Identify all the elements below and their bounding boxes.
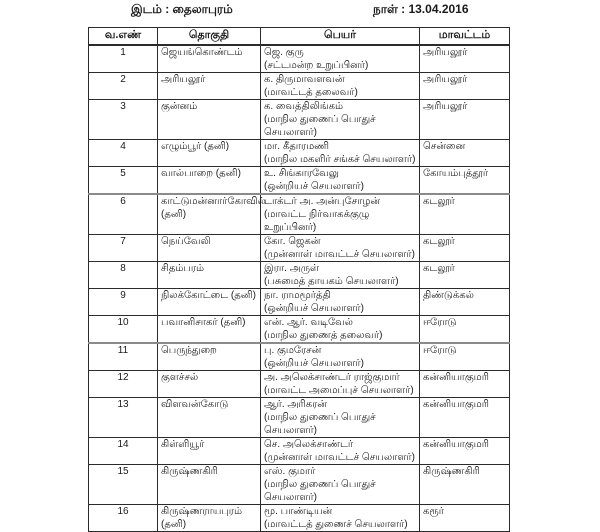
cell-district: ஈரோடு: [420, 316, 510, 344]
person-name: செ. அலெக்சாண்டர்: [264, 439, 354, 450]
person-name: கோ. ஜெகன்: [264, 236, 321, 247]
person-role: (மாநில மகளிர் சங்கச் செயலாளர்): [264, 154, 416, 165]
cell-name: [261, 505, 420, 532]
cell-constituency: குன்னம்: [158, 100, 261, 140]
person-role: (மாவட்ட அமைப்புச் செயலாளர்): [264, 385, 414, 396]
column-header-district: மாவட்டம்: [420, 28, 510, 46]
person-name: மூ. பாண்டியன்: [264, 506, 333, 517]
person-role: (ஒன்றியச் செயலாளர்): [264, 181, 364, 192]
table-row: [89, 194, 510, 235]
cell-constituency: நிலக்கோட்டை (தனி): [158, 289, 261, 316]
cell-constituency: கிருஷ்ணகிரி: [158, 465, 261, 505]
cell-district: கடலூர்: [420, 235, 510, 262]
table-row: [89, 465, 510, 505]
cell-district: கிருஷ்ணகிரி: [420, 465, 510, 505]
table-row: [89, 289, 510, 316]
cell-constituency: கிள்ளியூர்: [158, 438, 261, 465]
candidates-table: [88, 27, 510, 532]
table-row: [89, 371, 510, 398]
person-role: (பசுமைத் தாயகம் செயலாளர்): [264, 276, 399, 287]
cell-district: கரூர்: [420, 505, 510, 532]
cell-district: கன்னியாகுமரி: [420, 438, 510, 465]
person-name: டாக்டர் அ. அன்புசோழன்: [264, 196, 381, 207]
cell-name: [261, 465, 420, 505]
cell-name: [261, 140, 420, 167]
cell-constituency: எழும்பூர் (தனி): [158, 140, 261, 167]
table-row: [89, 505, 510, 532]
cell-serial-number: 6: [89, 194, 158, 235]
cell-district: ஈரோடு: [420, 343, 510, 371]
cell-serial-number: 4: [89, 140, 158, 167]
cell-serial-number: 2: [89, 73, 158, 100]
location-label: இடம் : தைலாபுரம்: [131, 2, 233, 16]
person-role: (ஒன்றியச் செயலாளர்): [264, 358, 364, 369]
cell-serial-number: 13: [89, 398, 158, 438]
cell-serial-number: 12: [89, 371, 158, 398]
cell-district: கன்னியாகுமரி: [420, 398, 510, 438]
cell-name: [261, 45, 420, 73]
cell-serial-number: 11: [89, 343, 158, 371]
table-row: [89, 235, 510, 262]
table-header: [89, 28, 510, 46]
table-row: [89, 316, 510, 344]
cell-district: அரியலூர்: [420, 100, 510, 140]
cell-name: [261, 100, 420, 140]
cell-serial-number: 1: [89, 45, 158, 73]
cell-district: அரியலூர்: [420, 73, 510, 100]
cell-constituency: பவானிசாகர் (தனி): [158, 316, 261, 344]
cell-district: கோயம்புத்தூர்: [420, 167, 510, 195]
person-name: பு. குமரேசன்: [264, 345, 322, 356]
cell-constituency: நெய்வேலி: [158, 235, 261, 262]
table-row: [89, 262, 510, 289]
person-role: (சட்டமன்ற உறுப்பினர்): [264, 60, 369, 71]
cell-serial-number: 5: [89, 167, 158, 195]
cell-constituency: குளச்சல்: [158, 371, 261, 398]
person-role: (முன்னாள் மாவட்டச் செயலாளர்): [264, 249, 415, 260]
person-name: என். ஆர். வடிவேல்: [264, 317, 353, 328]
cell-district: அரியலூர்: [420, 45, 510, 73]
cell-name: [261, 194, 420, 235]
cell-serial-number: 15: [89, 465, 158, 505]
cell-district: திண்டுக்கல்: [420, 289, 510, 316]
table-row: [89, 45, 510, 73]
person-name: எஸ். குமார்: [264, 466, 316, 477]
person-name: க. திருமாவளவன்: [264, 74, 345, 85]
table-row: [89, 343, 510, 371]
table-body: [89, 45, 510, 532]
cell-name: [261, 73, 420, 100]
cell-constituency: ஜெயங்கொண்டம்: [158, 45, 261, 73]
person-name: ஆர். அரிகரன்: [264, 399, 327, 410]
cell-name: [261, 235, 420, 262]
cell-district: கடலூர்: [420, 262, 510, 289]
cell-district: சென்னை: [420, 140, 510, 167]
cell-district: கன்னியாகுமரி: [420, 371, 510, 398]
table-row: [89, 73, 510, 100]
cell-constituency: காட்டுமன்னார்கோவில் (தனி): [158, 194, 261, 235]
cell-constituency: பெருந்துறை: [158, 343, 261, 371]
person-role: (மாநில துணைத் தலைவர்): [264, 330, 383, 341]
person-role: (மாவட்ட நிர்வாகக்குழு உறுப்பினர்): [264, 209, 370, 233]
person-role: (மாநில துணைப் பொதுச் செயலாளர்): [264, 114, 376, 138]
date-label: நாள் : 13.04.2016: [373, 2, 469, 16]
table-row: [89, 398, 510, 438]
cell-constituency: சிதம்பரம்: [158, 262, 261, 289]
cell-serial-number: 10: [89, 316, 158, 344]
document-header: [0, 1, 600, 19]
person-role: (மாநில துணைப் பொதுச் செயலாளர்): [264, 412, 376, 436]
column-header-constituency: தொகுதி: [158, 28, 261, 46]
table-row: [89, 140, 510, 167]
cell-name: [261, 289, 420, 316]
cell-name: [261, 262, 420, 289]
table-row: [89, 100, 510, 140]
cell-name: [261, 167, 420, 195]
column-header-serial: வ.எண்: [89, 28, 158, 46]
person-name: நா. ராமமூர்த்தி: [264, 290, 331, 301]
cell-constituency: அரியலூர்: [158, 73, 261, 100]
cell-name: [261, 316, 420, 344]
person-role: (மாவட்டத் துணைச் செயலாளர்): [264, 519, 408, 530]
table-header-row: [89, 28, 510, 46]
person-name: அ. அலெக்சாண்டர் ராஜ்குமார்: [264, 372, 400, 383]
cell-serial-number: 9: [89, 289, 158, 316]
cell-serial-number: 3: [89, 100, 158, 140]
cell-serial-number: 7: [89, 235, 158, 262]
person-role: (முன்னாள் மாவட்டச் செயலாளர்): [264, 452, 415, 463]
person-role: (ஒன்றியச் செயலாளர்): [264, 303, 364, 314]
cell-name: [261, 371, 420, 398]
person-name: இரா. அருள்: [264, 263, 320, 274]
person-name: க. வைத்திலிங்கம்: [264, 101, 344, 112]
column-header-name: பெயர்: [261, 28, 420, 46]
person-role: (மாவட்டத் தலைவர்): [264, 87, 358, 98]
person-name: ஜெ. குரு: [264, 47, 304, 58]
person-name: உ. சிங்காரவேலு: [264, 168, 339, 179]
person-name: மா. கீதாரமணி: [264, 141, 330, 152]
table-row: [89, 167, 510, 195]
cell-constituency: விளவன்கோடு: [158, 398, 261, 438]
cell-name: [261, 398, 420, 438]
cell-district: கடலூர்: [420, 194, 510, 235]
cell-serial-number: 16: [89, 505, 158, 532]
cell-serial-number: 8: [89, 262, 158, 289]
cell-constituency: கிருஷ்ணராயபுரம் (தனி): [158, 505, 261, 532]
person-role: (மாநில துணைப் பொதுச் செயலாளர்): [264, 479, 376, 503]
cell-name: [261, 438, 420, 465]
table-row: [89, 438, 510, 465]
cell-constituency: வால்பாறை (தனி): [158, 167, 261, 195]
cell-serial-number: 14: [89, 438, 158, 465]
cell-name: [261, 343, 420, 371]
